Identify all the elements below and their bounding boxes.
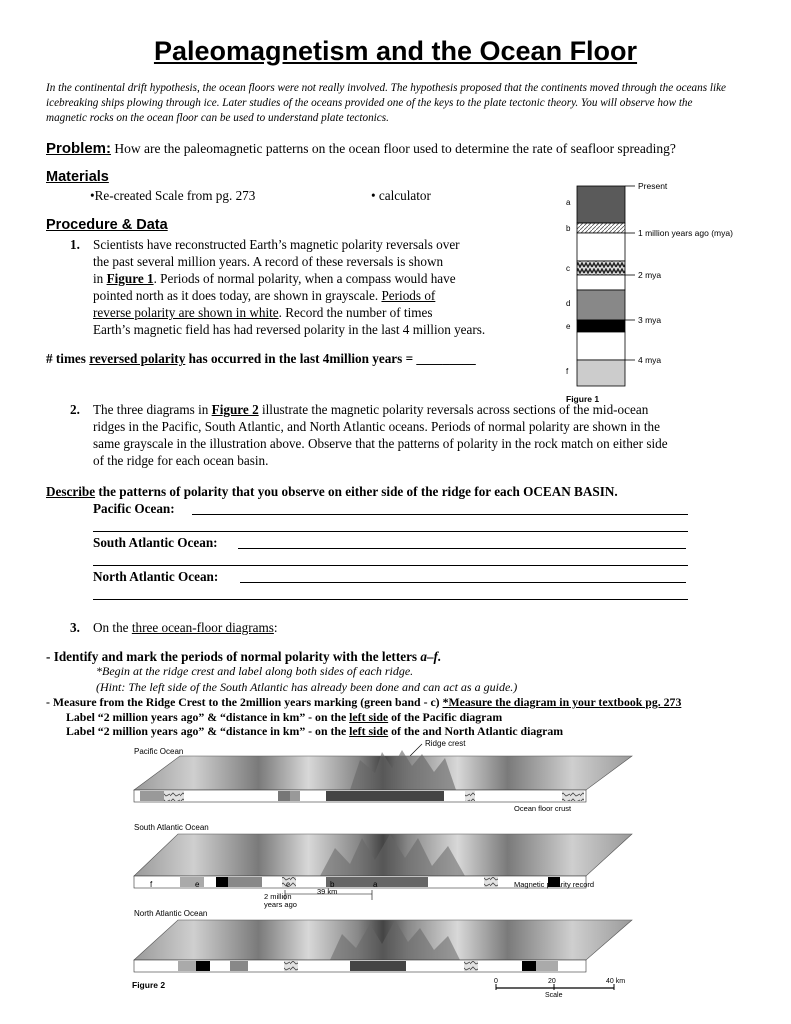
measure-pacific [66, 710, 502, 725]
sa-letter-a: a [373, 880, 378, 889]
north-atlantic-answer-line-2[interactable] [93, 599, 688, 600]
text: reverse polarity are shown in white [93, 305, 279, 320]
band-f [577, 360, 625, 386]
text: Periods of [381, 288, 436, 303]
step-2-line: of the ridge for each ocean basin. [93, 453, 269, 468]
south-atlantic-diagram-label: South Atlantic Ocean [134, 823, 209, 832]
fig1-letter: f [566, 367, 569, 376]
text: . Record the number of times [278, 305, 433, 320]
intro-paragraph: In the continental drift hypothesis, the ocean floors were not really involved. The hypothesis proposed that the continents moved through the oceans like icebreaking ships plowing through ice. Later studies of the oceans provided one of the keys to the plate tectonic theory. You will observe how the magnetic rocks on the ocean floor can be used to understand plate tectonics. [46, 82, 727, 124]
text: the patterns of polarity that you observe on either side of the ridge for each OCEAN BASIN. [95, 484, 618, 499]
fig1-label-4mya: 4 mya [638, 355, 662, 365]
south-atlantic-label: South Atlantic Ocean: [93, 535, 218, 550]
step-2-text [93, 401, 753, 469]
fig1-letter: d [566, 299, 571, 308]
text: a–f. [420, 649, 442, 664]
fig1-letter: a [566, 198, 571, 207]
text: reversed polarity [89, 351, 186, 366]
figure-1-ref: Figure 1 [106, 271, 154, 286]
years-ago-label: years ago [264, 900, 297, 909]
figure-1-caption: Figure 1 [566, 394, 600, 404]
text: . Periods of normal polarity, when a compass would have [153, 271, 456, 286]
step-2-line: ridges in the Pacific, South Atlantic, and North Atlantic oceans. Periods of normal polarity are shown in the [93, 419, 660, 434]
scale-tick-40: 40 km [606, 978, 626, 985]
band-b [577, 223, 625, 233]
south-atlantic-answer-line-1[interactable] [238, 548, 686, 549]
step-2-number: 2. [70, 402, 80, 417]
identify-hint: (Hint: The left side of the South Atlantic has already been done and can act as a guide.) [96, 680, 518, 694]
text: Label “2 million years ago” & “distance in km” - on the [66, 724, 350, 738]
materials-item-scale: •Re-created Scale from pg. 273 [90, 188, 256, 203]
step-1-line: Earth’s magnetic field has had reversed polarity in the last 4 million years. [93, 322, 486, 337]
text: has occurred in the last 4million years = [185, 351, 417, 366]
text: in [93, 271, 107, 286]
step-1-line [93, 270, 553, 287]
scale-tick-0: 0 [494, 978, 498, 985]
pacific-answer-line-2[interactable] [93, 531, 688, 532]
band-e [577, 320, 625, 332]
scale-label: Scale [545, 992, 563, 999]
procedure-heading: Procedure & Data [46, 217, 168, 233]
materials-heading: Materials [46, 169, 109, 185]
step-1-number: 1. [70, 237, 80, 252]
measure-north-atlantic [66, 724, 563, 739]
describe-instruction [46, 483, 618, 500]
text: Describe [46, 484, 96, 499]
fig1-label-3mya: 3 mya [638, 315, 662, 325]
text: Label “2 million years ago” & “distance in km” - on the [66, 710, 350, 724]
band-a [577, 186, 625, 223]
text: three ocean-floor diagrams [131, 620, 274, 635]
text: illustrate the magnetic polarity reversals across sections of the mid-ocean [258, 402, 649, 417]
text: The three diagrams in [93, 402, 212, 417]
north-atlantic-label: North Atlantic Ocean: [93, 569, 219, 584]
ridge-crest-label: Ridge crest [425, 739, 466, 748]
band-d [577, 290, 625, 320]
figure-1-polarity-column [560, 178, 760, 408]
pacific-ocean-label: Pacific Ocean: [93, 501, 175, 516]
south-atlantic-answer-line-2[interactable] [93, 565, 688, 566]
sa-letter-f: f [150, 880, 153, 889]
text: *Measure the diagram in your textbook pg. 273 [442, 695, 682, 709]
distance-39km-label: 39 km [317, 887, 338, 896]
fig1-label-present: Present [638, 181, 668, 191]
identify-note: *Begin at the ridge crest and label along both sides of each ridge. [96, 664, 414, 678]
fig1-label-1mya: 1 million years ago (mya) [638, 228, 733, 238]
identify-instruction [46, 648, 441, 665]
figure-2-ref: Figure 2 [211, 402, 259, 417]
fig1-label-2mya: 2 mya [638, 270, 662, 280]
sa-letter-b: b [330, 880, 335, 889]
text: of the and North Atlantic diagram [388, 724, 564, 738]
problem-statement [46, 140, 766, 157]
two-million-label: 2 million [264, 892, 292, 901]
text: left side [349, 724, 389, 738]
problem-text: How are the paleomagnetic patterns on the ocean floor used to determine the rate of seafloor spreading? [111, 141, 676, 156]
step-3-text [93, 619, 278, 636]
figure-2-caption: Figure 2 [132, 980, 166, 990]
magnetic-record-label: Magnetic polarity record [514, 880, 595, 889]
text: : [273, 620, 278, 635]
step-1-line: the past several million years. A record of these reversals is shown [93, 254, 444, 269]
pacific-diagram-label: Pacific Ocean [134, 747, 184, 756]
step-2-line [93, 401, 753, 418]
text: # times [46, 351, 90, 366]
text: - Measure from the Ridge Crest to the 2million years marking (green band - c) [46, 695, 443, 709]
measure-instruction [46, 695, 681, 710]
step-2-line: same grayscale in the illustration above. Observe that the patterns of polarity in the rock match on either side [93, 436, 668, 451]
materials-item-calculator: • calculator [371, 188, 431, 203]
figure-2-ocean-floor [120, 738, 640, 1000]
step-1-line: Scientists have reconstructed Earth’s magnetic polarity reversals over [93, 237, 460, 252]
text: left side [349, 710, 389, 724]
fig1-letter: c [566, 264, 570, 273]
step-1-text [93, 236, 553, 338]
sa-letter-e: e [195, 880, 200, 889]
step-1-line [93, 287, 553, 304]
text: On the [93, 620, 132, 635]
fig1-letter: b [566, 224, 571, 233]
page-title: Paleomagnetism and the Ocean Floor [153, 36, 638, 66]
scale-tick-20: 20 [548, 978, 556, 985]
answer-blank-reversals[interactable]: _________ [416, 351, 476, 366]
step-3-number: 3. [70, 620, 80, 635]
north-atlantic-diagram-label: North Atlantic Ocean [134, 909, 208, 918]
ocean-floor-crust-label: Ocean floor crust [514, 804, 572, 813]
fig1-letter: e [566, 322, 571, 331]
pacific-answer-line-1[interactable] [192, 514, 688, 515]
north-atlantic-answer-line-1[interactable] [240, 582, 686, 583]
sa-letter-c: c [286, 880, 290, 889]
text: pointed north as it does today, are shown in grayscale. [93, 288, 382, 303]
question-reversed-polarity [46, 350, 476, 367]
sa-letter-d: d [224, 880, 229, 889]
step-1-line [93, 304, 553, 321]
text: of the Pacific diagram [388, 710, 503, 724]
band-c [577, 261, 625, 275]
text: - Identify and mark the periods of normal polarity with the letters [46, 649, 421, 664]
problem-label: Problem: [46, 140, 112, 157]
